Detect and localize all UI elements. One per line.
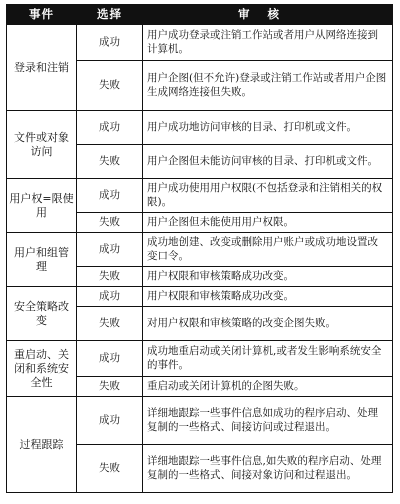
audit-failure-desc: 用户企图但未能使用用户权限。 — [143, 213, 393, 233]
choice-success: 成功 — [77, 25, 143, 61]
choice-success: 成功 — [77, 287, 143, 307]
audit-success-desc: 用户成功登录或注销工作站或者用户从网络连接到计算机。 — [143, 25, 393, 61]
table-row — [7, 287, 393, 307]
table-row — [7, 111, 393, 145]
audit-failure-desc: 用户企图但未能访问审核的目录、打印机或文件。 — [143, 145, 393, 179]
audit-success-desc: 详细地跟踪一些事件信息如成功的程序启动、处理复制的一些格式、间接访问或过程退出。 — [143, 397, 393, 445]
choice-failure: 失败 — [77, 445, 143, 493]
event-cell: 文件或对象访问 — [7, 111, 77, 179]
audit-failure-desc: 详细地跟踪一些事件信息,如失败的程序启动、处理复制的一些格式、间接对象访问和过程退出。 — [143, 445, 393, 493]
audit-failure-desc: 用户企图(但不允许)登录或注销工作站或者用户企图生成网络连接但失败。 — [143, 61, 393, 111]
choice-success: 成功 — [77, 397, 143, 445]
choice-failure: 失败 — [77, 377, 143, 397]
audit-success-desc: 成功地创建、改变或删除用户账户或成功地设置改变口令。 — [143, 233, 393, 267]
audit-failure-desc: 用户权限和审核策略成功改变。 — [143, 267, 393, 287]
table-row — [7, 233, 393, 267]
choice-failure: 失败 — [77, 145, 143, 179]
table-row — [7, 179, 393, 213]
audit-success-desc: 用户权限和审核策略成功改变。 — [143, 287, 393, 307]
header-event: 事件 — [7, 5, 77, 25]
choice-failure: 失败 — [77, 61, 143, 111]
choice-failure: 失败 — [77, 213, 143, 233]
audit-success-desc: 用户成功地访问审核的目录、打印机或文件。 — [143, 111, 393, 145]
audit-failure-desc: 重启动或关闭计算机的企图失败。 — [143, 377, 393, 397]
choice-success: 成功 — [77, 111, 143, 145]
event-cell: 登录和注销 — [7, 25, 77, 111]
choice-success: 成功 — [77, 233, 143, 267]
choice-success: 成功 — [77, 341, 143, 377]
audit-failure-desc: 对用户权限和审核策略的改变企图失败。 — [143, 307, 393, 341]
table-row — [7, 397, 393, 445]
table-row — [7, 341, 393, 377]
event-cell: 用户权=限使用 — [7, 179, 77, 233]
header-audit: 审核 — [143, 5, 393, 25]
choice-failure: 失败 — [77, 267, 143, 287]
audit-table-container — [6, 4, 392, 493]
header-choice: 选择 — [77, 5, 143, 25]
event-cell: 用户和组管理 — [7, 233, 77, 287]
audit-events-table — [6, 4, 393, 493]
audit-success-desc: 用户成功使用用户权限(不包括登录和注销相关的权限)。 — [143, 179, 393, 213]
choice-failure: 失败 — [77, 307, 143, 341]
event-cell: 安全策略改变 — [7, 287, 77, 341]
table-header-row — [7, 5, 393, 25]
event-cell: 重启动、关闭和系统安全性 — [7, 341, 77, 397]
choice-success: 成功 — [77, 179, 143, 213]
audit-success-desc: 成功地重启动或关闭计算机,或者发生影响系统安全的事件。 — [143, 341, 393, 377]
event-cell: 过程跟踪 — [7, 397, 77, 493]
table-row — [7, 25, 393, 61]
